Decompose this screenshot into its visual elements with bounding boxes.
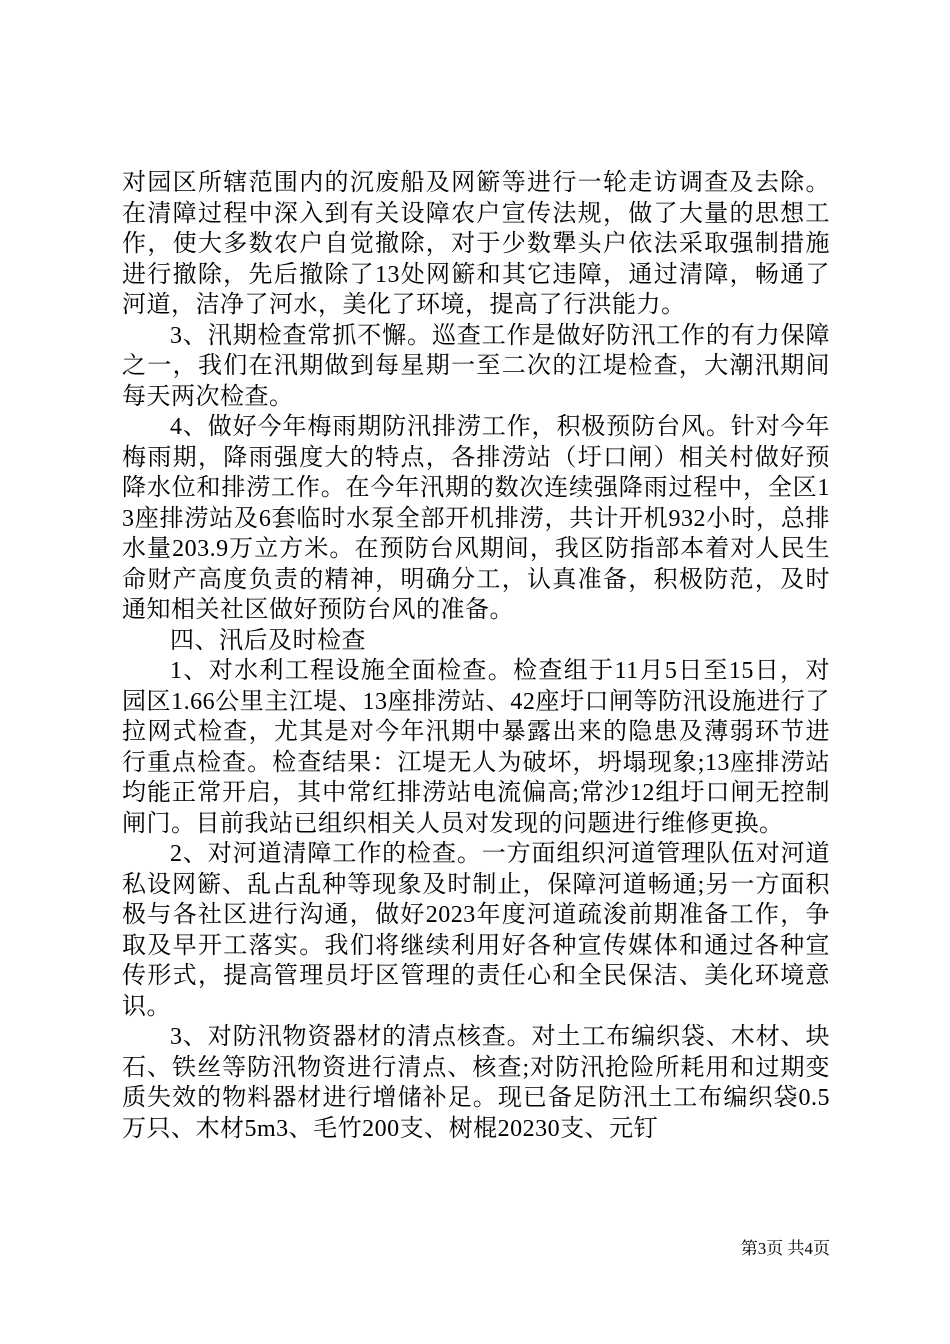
paragraph-item-3-materials-check: 3、对防汛物资器材的清点核查。对土工布编织袋、木材、块石、铁丝等防汛物资进行清点、核查;对防汛抢险所耗用和过期变质失效的物料器材进行增储补足。现已备足防汛土工布编织袋0.5万只、木材5m3、毛竹200支、树棍20230支、元钉 (122, 1024, 830, 1142)
document-body (122, 168, 830, 1144)
page-number-label: 第3页 共4页 (740, 1239, 830, 1258)
paragraph-continuation: 对园区所辖范围内的沉废船及网簖等进行一轮走访调查及去除。在清障过程中深入到有关设障农户宣传法规，做了大量的思想工作，使大多数农户自觉撤除，对于少数犟头户依法采取强制措施进行撤除，先后撤除了13处网簖和其它违障，通过清障，畅通了河道，洁净了河水，美化了环境，提高了行洪能力。 (122, 170, 830, 318)
paragraph-item-3-flood-inspection: 3、汛期检查常抓不懈。巡查工作是做好防汛工作的有力保障之一，我们在汛期做到每星期一至二次的江堤检查，大潮汛期间每天两次检查。 (122, 322, 830, 410)
page-footer (741, 1238, 830, 1260)
paragraph-item-4-rainy-season: 4、做好今年梅雨期防汛排涝工作，积极预防台风。针对今年梅雨期，降雨强度大的特点，各排涝站（圩口闸）相关村做好预降水位和排涝工作。在今年汛期的数次连续强降雨过程中，全区13座排涝站及6套临时水泵全部开机排涝，共计开机932小时，总排水量203.9万立方米。在预防台风期间，我区防指部本着对人民生命财产高度负责的精神，明确分工，认真准备，积极防范，及时通知相关社区做好预防台风的准备。 (122, 414, 830, 623)
paragraph-item-1-facility-check: 1、对水利工程设施全面检查。检查组于11月5日至15日，对园区1.66公里主江堤、13座排涝站、42座圩口闸等防汛设施进行了拉网式检查，尤其是对今年汛期中暴露出来的隐患及薄弱环节进行重点检查。检查结果：江堤无人为破坏，坍塌现象;13座排涝站均能正常开启，其中常红排涝站电流偏高;常沙12组圩口闸无控制闸门。目前我站已组织相关人员对发现的问题进行维修更换。 (122, 658, 830, 837)
section-heading-post-flood-check: 四、汛后及时检查 (170, 627, 366, 654)
paragraph-item-2-river-clearing-check: 2、对河道清障工作的检查。一方面组织河道管理队伍对河道私设网簖、乱占乱种等现象及时制止，保障河道畅通;另一方面积极与各社区进行沟通，做好2023年度河道疏浚前期准备工作，争取及早开工落实。我们将继续利用好各种宣传媒体和通过各种宣传形式，提高管理员圩区管理的责任心和全民保洁、美化环境意识。 (122, 841, 830, 1020)
